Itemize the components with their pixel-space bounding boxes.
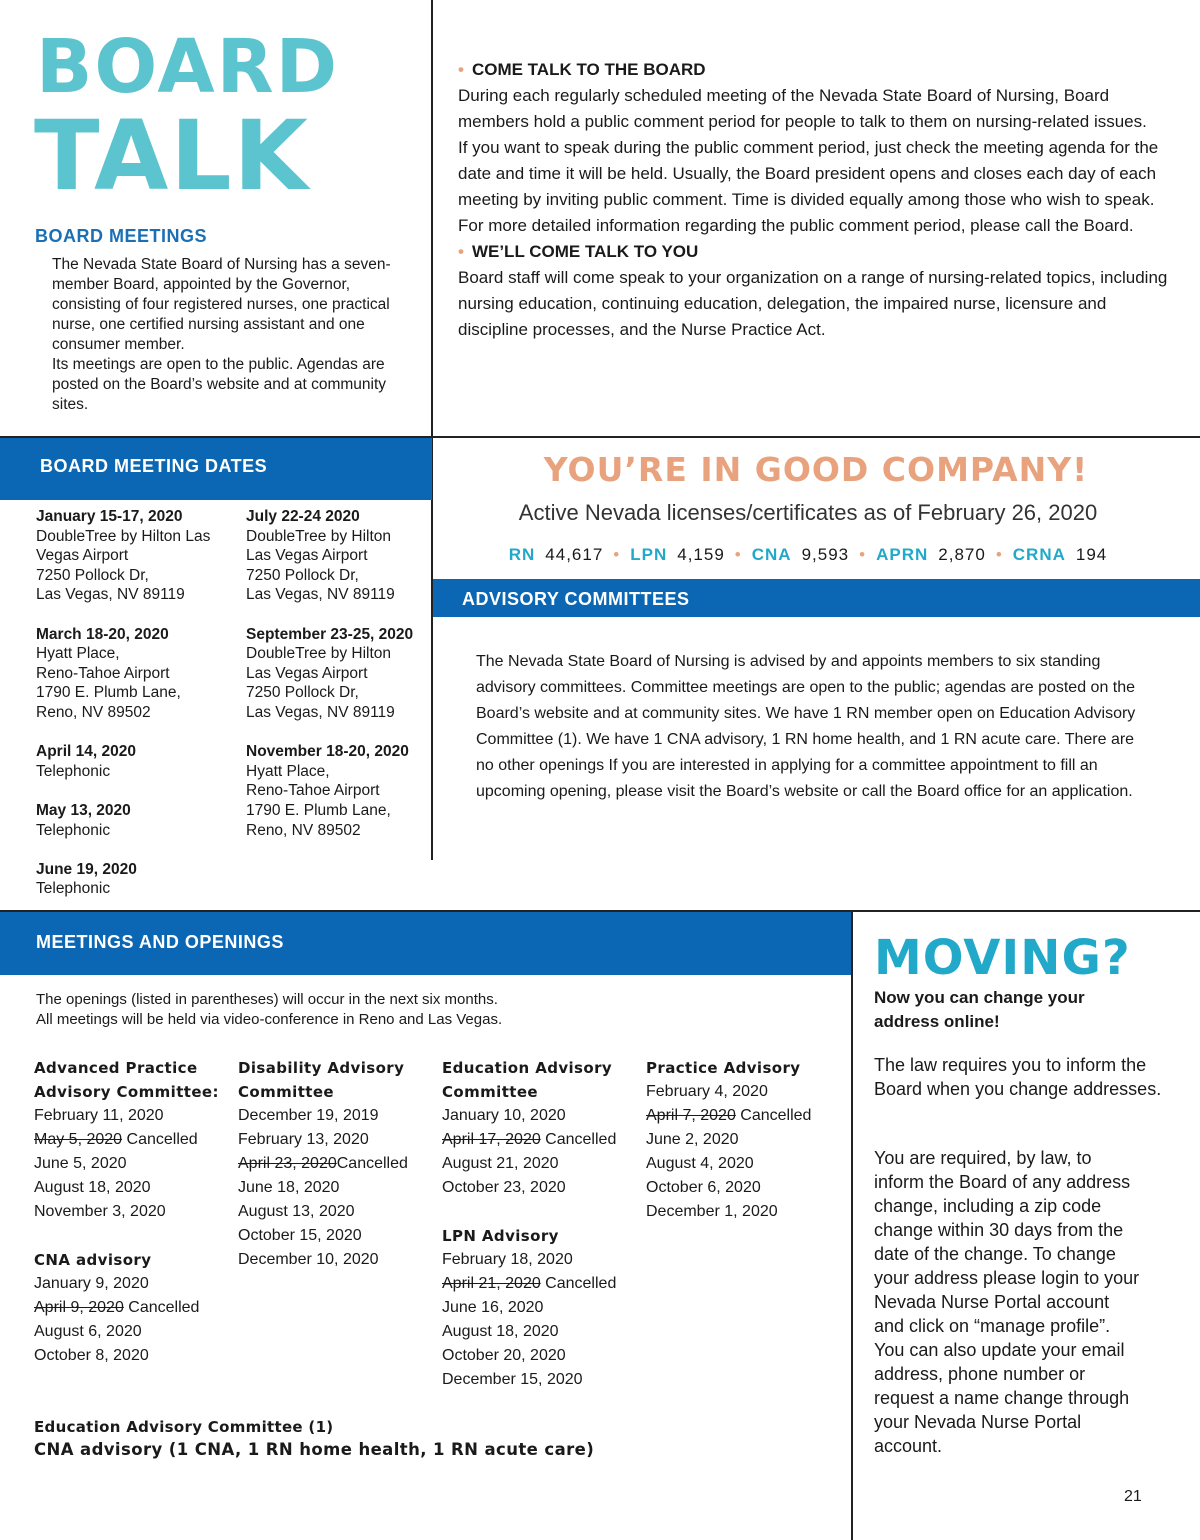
openings-line1: Education Advisory Committee (1) (34, 1418, 334, 1436)
moving-para2: You are required, by law, to inform the Board of any address change, including a zip code change within 30 days from the date of the change. To change your address please login to your Nevada Nurse Portal account and click on “manage profile”. You can also update your email address, phone number or request a name change through your Nevada Nurse Portal account. (874, 1148, 1140, 1456)
committee-date (238, 1224, 438, 1248)
meeting-date-block (246, 742, 426, 840)
advisory-bar (433, 579, 1200, 617)
openings-summary (34, 1416, 594, 1462)
meeting-date-title: July 22-24 2020 (246, 508, 360, 525)
bullet-icon: • (458, 242, 464, 261)
committee-date (442, 1296, 642, 1320)
date-text: October 23, 2020 (442, 1179, 566, 1196)
stat-value: 4,159 (677, 545, 725, 564)
committee-block (646, 1056, 846, 1224)
meeting-location-line: Hyatt Place, (246, 762, 330, 780)
date-text: December 19, 2019 (238, 1107, 379, 1124)
cancelled-note: Cancelled (735, 1107, 812, 1124)
meeting-location-line: Reno, NV 89502 (246, 821, 361, 839)
meeting-location-line: Telephonic (36, 821, 111, 839)
committee-title: Committee (238, 1083, 335, 1101)
meeting-location-line: Reno-Tahoe Airport (36, 664, 170, 682)
separator-dot-icon: • (734, 545, 742, 564)
committee-date (34, 1104, 234, 1128)
cancelled-date: April 23, 2020 (238, 1155, 337, 1172)
meetings-openings-bar (0, 912, 851, 975)
date-text: October 6, 2020 (646, 1179, 761, 1196)
committee-column (238, 1056, 438, 1272)
come-talk-para1: During each regularly scheduled meeting of the Nevada State Board of Nursing, Board members hold a public comment period for people to talk to them on nursing-related issues. (458, 86, 1147, 131)
well-come-para: Board staff will come speak to your organization on a range of nursing-related topics, including nursing education, continuing education, delegation, the impaired nurse, licensure and discipline processes, and the Nurse Practice Act. (458, 268, 1168, 339)
meeting-location-line: Hyatt Place, (36, 645, 120, 663)
date-text: February 11, 2020 (34, 1107, 164, 1124)
committee-date (646, 1200, 846, 1224)
committee-date (646, 1080, 846, 1104)
page-number: 21 (1124, 1488, 1142, 1505)
date-text: August 6, 2020 (34, 1323, 142, 1340)
date-text: December 15, 2020 (442, 1371, 583, 1388)
meeting-date-title: June 19, 2020 (36, 860, 137, 878)
cancelled-date: May 5, 2020 (34, 1131, 123, 1148)
committee-date (34, 1272, 234, 1296)
committee-date (442, 1368, 642, 1392)
moving-para1: The law requires you to inform the Board when you change addresses. (874, 1055, 1162, 1099)
separator-dot-icon: • (995, 545, 1003, 564)
meeting-location-line: 7250 Pollock Dr, (246, 566, 359, 584)
divider-top-vertical (431, 0, 433, 860)
committee-date (34, 1176, 234, 1200)
committee-title: Advisory Committee: (34, 1083, 219, 1101)
stat-label: CRNA (1012, 545, 1066, 564)
meeting-location-line: Las Vegas Airport (246, 664, 368, 682)
cancelled-note: Cancelled (122, 1131, 198, 1148)
meeting-date-block (36, 507, 236, 605)
well-come-title: WE’LL COME TALK TO YOU (471, 242, 699, 261)
meetings-intro (36, 990, 836, 1030)
stat-value: 9,593 (801, 545, 850, 564)
date-text: August 13, 2020 (238, 1203, 355, 1220)
meeting-location-line: DoubleTree by Hilton Las (36, 527, 211, 545)
committee-date (238, 1200, 438, 1224)
date-text: August 4, 2020 (646, 1155, 754, 1172)
stat-value: 2,870 (938, 545, 986, 564)
cancelled-date: April 17, 2020 (442, 1131, 541, 1148)
stat-label: RN (508, 545, 536, 564)
committee-date (442, 1128, 642, 1152)
committee-block (34, 1056, 234, 1224)
committee-title: Advanced Practice (34, 1059, 198, 1077)
date-text: August 18, 2020 (34, 1179, 151, 1196)
meeting-location-line: Reno, NV 89502 (36, 703, 151, 721)
committee-title: CNA advisory (34, 1251, 152, 1269)
meeting-date-title: January 15-17, 2020 (36, 508, 183, 525)
committee-date (442, 1320, 642, 1344)
meeting-dates-left-column (36, 507, 236, 918)
date-text: June 5, 2020 (34, 1155, 127, 1172)
meeting-location-line: Las Vegas, NV 89119 (36, 586, 185, 604)
committee-date (34, 1296, 234, 1320)
stat-value: 194 (1075, 545, 1108, 564)
meeting-date-block (36, 625, 236, 723)
meeting-location-line: Las Vegas Airport (246, 547, 368, 565)
come-talk-para3: For more detailed information regarding the public comment period, please call the Board. (458, 216, 1134, 235)
meeting-date-block (36, 801, 236, 840)
board-meetings-text (52, 255, 404, 415)
divider-bottom-vertical (851, 910, 853, 1540)
meeting-location-line: Telephonic (36, 880, 111, 898)
date-text: June 18, 2020 (238, 1179, 340, 1196)
committee-date (34, 1200, 234, 1224)
openings-line2: CNA advisory (1 CNA, 1 RN home health, 1 RN acute care) (34, 1440, 595, 1459)
meeting-date-block (246, 507, 426, 605)
committee-column (442, 1056, 642, 1392)
date-text: October 15, 2020 (238, 1227, 362, 1244)
meeting-date-title: April 14, 2020 (36, 743, 136, 761)
meeting-location-line: 1790 E. Plumb Lane, (36, 684, 181, 702)
committee-block (34, 1248, 234, 1368)
board-meetings-para2: Its meetings are open to the public. Agendas are posted on the Board’s website and at community sites. (52, 356, 387, 413)
meeting-dates-right-column (246, 507, 426, 860)
committee-block (442, 1056, 642, 1200)
masthead-board: BOARD (36, 24, 340, 110)
committee-date (238, 1176, 438, 1200)
come-talk-title: COME TALK TO THE BOARD (471, 60, 706, 79)
moving-title: MOVING? (874, 930, 1131, 986)
meetings-intro-line2: All meetings will be held via video-conference in Reno and Las Vegas. (36, 1011, 503, 1028)
meeting-location-line: DoubleTree by Hilton (246, 527, 392, 545)
meeting-location-line: Vegas Airport (36, 547, 129, 565)
committee-date (238, 1152, 438, 1176)
good-company-title: YOU’RE IN GOOD COMPANY! (543, 450, 1089, 489)
date-text: January 9, 2020 (34, 1275, 149, 1292)
date-text: June 2, 2020 (646, 1131, 739, 1148)
committee-title: Practice Advisory (646, 1059, 801, 1077)
committee-column (646, 1056, 846, 1224)
stat-label: CNA (751, 545, 792, 564)
advisory-para: The Nevada State Board of Nursing is advised by and appoints members to six standing advisory committees. Committee meetings are open to the public; agendas are posted on the Board’s website and at community sites. We have 1 RN member open on Education Advisory Committee (1). We have 1 CNA advisory, 1 RN home health, and 1 RN acute care. There are no other openings If you are interested in applying for a committee appointment to fill an upcoming opening, please visit the Board’s website or call the Board office for an application. (476, 653, 1136, 800)
separator-dot-icon: • (613, 545, 621, 564)
come-talk-section (458, 57, 1173, 343)
committee-date (442, 1344, 642, 1368)
moving-subtitle: Now you can change your address online! (874, 988, 1085, 1031)
date-text: January 10, 2020 (442, 1107, 566, 1124)
meeting-location-line: 7250 Pollock Dr, (246, 684, 359, 702)
committee-date (34, 1152, 234, 1176)
meeting-dates-heading: BOARD MEETING DATES (40, 456, 268, 476)
meeting-location-line: 1790 E. Plumb Lane, (246, 801, 391, 819)
cancelled-date: April 7, 2020 (646, 1107, 736, 1124)
meeting-location-line: Reno-Tahoe Airport (246, 782, 380, 800)
board-meetings-heading: BOARD MEETINGS (35, 226, 208, 246)
committee-date (646, 1104, 846, 1128)
bullet-icon: • (458, 60, 464, 79)
good-company-subtitle: Active Nevada licenses/certificates as of February 26, 2020 (518, 500, 1098, 525)
masthead-talk: TALK (34, 100, 310, 212)
meeting-location-line: Telephonic (36, 762, 111, 780)
committee-title: LPN Advisory (442, 1227, 559, 1245)
date-text: December 10, 2020 (238, 1251, 379, 1268)
committee-date (646, 1152, 846, 1176)
committee-title: Disability Advisory (238, 1059, 405, 1077)
come-talk-title-row (458, 57, 1173, 83)
cancelled-note: Cancelled (540, 1275, 617, 1292)
stat-label: APRN (876, 545, 929, 564)
committee-date (238, 1248, 438, 1272)
cancelled-note: Cancelled (123, 1299, 200, 1316)
meeting-date-title: September 23-25, 2020 (246, 625, 414, 643)
come-talk-para2: If you want to speak during the public comment period, just check the meeting agenda for the date and time it will be held. Usually, the Board president opens and closes each day of each meeting by inviting public comment. Time is divided equally among those who wish to speak. (458, 138, 1159, 209)
meeting-date-block (246, 625, 426, 723)
meeting-date-title: May 13, 2020 (36, 801, 131, 819)
date-text: August 18, 2020 (442, 1323, 559, 1340)
advisory-heading: ADVISORY COMMITTEES (462, 589, 690, 609)
well-come-title-row (458, 239, 1173, 265)
committee-date (238, 1104, 438, 1128)
committee-date (646, 1128, 846, 1152)
committee-date (238, 1128, 438, 1152)
meeting-location-line: DoubleTree by Hilton (246, 645, 392, 663)
meeting-dates-bar (0, 438, 432, 500)
meeting-date-title: November 18-20, 2020 (246, 743, 409, 761)
cancelled-note: Cancelled (336, 1155, 408, 1172)
committee-date (442, 1104, 642, 1128)
stat-value: 44,617 (545, 545, 604, 564)
board-meetings-para1: The Nevada State Board of Nursing has a seven-member Board, appointed by the Governor, consisting of four registered nurses, one practical nurse, one certified nursing assistant and one consumer member. (52, 256, 391, 353)
committee-title: Committee (442, 1083, 539, 1101)
committee-block (238, 1056, 438, 1272)
committee-date (442, 1176, 642, 1200)
meeting-location-line: Las Vegas, NV 89119 (246, 703, 395, 721)
meeting-date-title: March 18-20, 2020 (36, 625, 169, 643)
committee-date (34, 1128, 234, 1152)
cancelled-date: April 21, 2020 (442, 1275, 541, 1292)
committee-date (646, 1176, 846, 1200)
date-text: November 3, 2020 (34, 1203, 166, 1220)
date-text: December 1, 2020 (646, 1203, 778, 1220)
meetings-openings-heading: MEETINGS AND OPENINGS (36, 932, 284, 952)
date-text: February 18, 2020 (442, 1251, 573, 1268)
meeting-date-block (36, 742, 236, 781)
date-text: June 16, 2020 (442, 1299, 544, 1316)
cancelled-note: Cancelled (540, 1131, 617, 1148)
meeting-date-block (36, 860, 236, 899)
committee-block (442, 1224, 642, 1392)
committee-column (34, 1056, 234, 1368)
committee-title: Education Advisory (442, 1059, 613, 1077)
committee-date (442, 1248, 642, 1272)
meeting-location-line: 7250 Pollock Dr, (36, 566, 149, 584)
date-text: October 20, 2020 (442, 1347, 566, 1364)
committee-date (34, 1344, 234, 1368)
committee-date (442, 1272, 642, 1296)
committee-date (34, 1320, 234, 1344)
separator-dot-icon: • (859, 545, 867, 564)
committee-date (442, 1152, 642, 1176)
cancelled-date: April 9, 2020 (34, 1299, 124, 1316)
date-text: February 4, 2020 (646, 1083, 768, 1100)
date-text: October 8, 2020 (34, 1347, 149, 1364)
stat-label: LPN (630, 545, 668, 564)
license-stats (432, 545, 1184, 565)
date-text: February 13, 2020 (238, 1131, 369, 1148)
date-text: August 21, 2020 (442, 1155, 559, 1172)
meeting-location-line: Las Vegas, NV 89119 (246, 586, 395, 604)
meetings-intro-line1: The openings (listed in parentheses) will occur in the next six months. (36, 991, 498, 1008)
